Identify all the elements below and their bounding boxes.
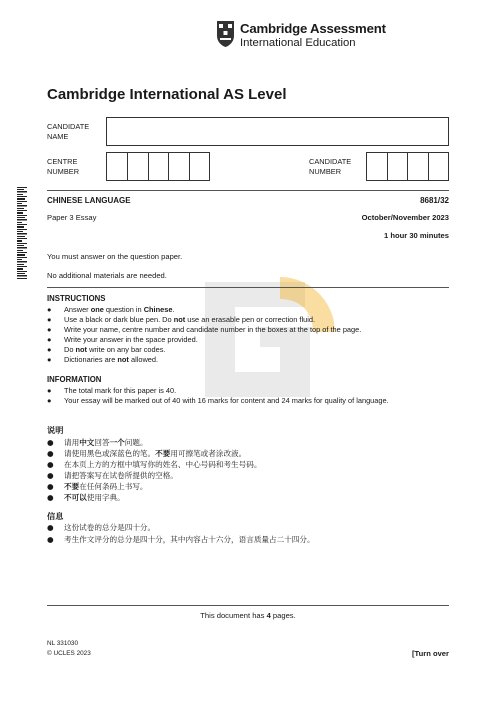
instructions-heading: INSTRUCTIONS — [47, 294, 106, 303]
watermark-logo — [185, 262, 345, 412]
candidate-number-boxes[interactable] — [366, 152, 449, 181]
bullet-icon: ● — [47, 523, 54, 532]
instruction-zh-item: ● 不要在任何条码上书写。 — [47, 482, 148, 491]
bullet-icon: ● — [47, 315, 52, 324]
instruction-item: ● Do not write on any bar codes. — [47, 345, 166, 354]
instruction-zh-item: ● 请使用黑色或深蓝色的笔。不要用可擦笔或者涂改液。 — [47, 449, 247, 458]
barcode — [17, 187, 27, 280]
bullet-icon: ● — [47, 471, 54, 480]
instruction-item: ● Use a black or dark blue pen. Do not use an erasable pen or correction fluid. — [47, 315, 316, 324]
divider — [47, 605, 449, 606]
instruction-item: ● Write your name, centre number and candidate number in the boxes at the top of the page. — [47, 325, 362, 334]
centre-number-cell[interactable] — [169, 153, 190, 180]
bullet-icon: ● — [47, 325, 52, 334]
centre-number-cell[interactable] — [149, 153, 169, 180]
subject: CHINESE LANGUAGE — [47, 196, 131, 205]
centre-number-label: CENTRE NUMBER — [47, 157, 80, 176]
instruction-item: ● Dictionaries are not allowed. — [47, 355, 159, 364]
bullet-icon: ● — [47, 386, 52, 395]
bullet-icon: ● — [47, 449, 54, 458]
paper-title: Paper 3 Essay — [47, 213, 97, 222]
paper-code: 8681/32 — [420, 196, 449, 205]
bullet-icon: ● — [47, 460, 54, 469]
instruction-item: ● Write your answer in the space provided. — [47, 335, 198, 344]
divider — [47, 190, 449, 191]
bullet-icon: ● — [47, 438, 54, 447]
exam-session: October/November 2023 — [361, 213, 449, 222]
exam-duration: 1 hour 30 minutes — [384, 231, 449, 240]
bullet-icon: ● — [47, 396, 52, 405]
candidate-number-cell[interactable] — [367, 153, 388, 180]
instruction-zh-item: ● 请把答案写在试卷所提供的空格。 — [47, 471, 178, 480]
candidate-number-cell[interactable] — [408, 153, 429, 180]
materials-note: No additional materials are needed. — [47, 271, 167, 280]
divider — [47, 287, 449, 288]
bullet-icon: ● — [47, 345, 52, 354]
instruction-zh-item: ● 请用中文回答一个问题。 — [47, 438, 148, 447]
information-zh-heading: 信息 — [47, 511, 64, 521]
crest-icon — [216, 20, 235, 48]
information-heading: INFORMATION — [47, 375, 102, 384]
information-item: ● Your essay will be marked out of 40 with 16 marks for content and 24 marks for quality of language. — [47, 396, 389, 405]
candidate-number-label: CANDIDATE NUMBER — [309, 157, 352, 176]
centre-number-boxes[interactable] — [106, 152, 210, 181]
bullet-icon: ● — [47, 482, 54, 491]
bullet-icon: ● — [47, 535, 54, 544]
bullet-icon: ● — [47, 493, 54, 502]
logo-subtitle: International Education — [240, 37, 356, 49]
centre-number-cell[interactable] — [128, 153, 149, 180]
logo-title: Cambridge Assessment — [240, 21, 386, 36]
instruction-zh-item: ● 不可以使用字典。 — [47, 493, 125, 502]
page-count-note: This document has 4 pages. — [200, 611, 296, 620]
bullet-icon: ● — [47, 355, 52, 364]
copyright: © UCLES 2023 — [47, 650, 91, 657]
cambridge-logo — [216, 18, 456, 52]
information-zh-item: ● 考生作文评分的总分是四十分，其中内容占十六分，语言质量占二十四分。 — [47, 535, 315, 544]
bullet-icon: ● — [47, 335, 52, 344]
centre-number-cell[interactable] — [107, 153, 128, 180]
qualification-title: Cambridge International AS Level — [47, 86, 287, 103]
information-item: ● The total mark for this paper is 40. — [47, 386, 177, 395]
instruction-zh-item: ● 在本页上方的方框中填写你的姓名、中心号码和考生号码。 — [47, 460, 262, 469]
information-zh-item: ● 这份试卷的总分是四十分。 — [47, 523, 156, 532]
document-ref: NL 331030 — [47, 640, 79, 647]
bullet-icon: ● — [47, 305, 52, 314]
answer-note: You must answer on the question paper. — [47, 252, 183, 261]
candidate-name-box[interactable] — [106, 117, 449, 146]
turn-over-label: [Turn over — [412, 649, 449, 658]
instruction-item: ● Answer one question in Chinese. — [47, 305, 175, 314]
instructions-zh-heading: 说明 — [47, 425, 64, 435]
candidate-number-cell[interactable] — [388, 153, 408, 180]
candidate-name-label: CANDIDATE NAME — [47, 122, 90, 141]
